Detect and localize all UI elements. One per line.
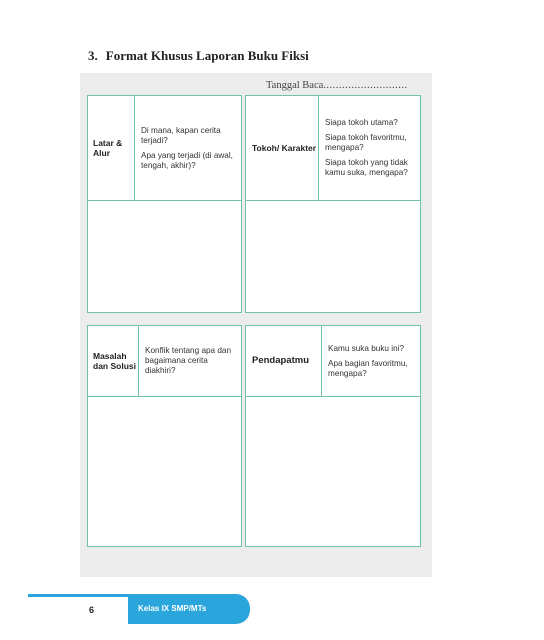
panel-characters (245, 95, 421, 313)
section-title: Format Khusus Laporan Buku Fiksi (105, 48, 309, 63)
panel-header (88, 326, 241, 397)
panel-header (246, 96, 420, 201)
panel-questions (139, 326, 241, 396)
panel-opinion (245, 325, 421, 547)
book-title: Kelas IX SMP/MTs (138, 604, 207, 613)
panel-label (246, 96, 319, 200)
panel-label-text: Masalah dan Solusi (93, 351, 136, 371)
panel-question: Apa bagian favoritmu, mengapa? (328, 358, 408, 378)
panel-question: Konflik tentang apa dan bagaimana cerita diakhiri? (145, 346, 232, 375)
panel-questions (322, 326, 420, 396)
panel-label-text: Latar & Alur (93, 138, 123, 158)
panel-question: Apa yang terjadi (di awal, tengah, akhir)? (141, 150, 233, 170)
panel-label (88, 96, 135, 200)
panel-questions (135, 96, 241, 200)
footer-page-tab (28, 597, 128, 640)
panel-question: Kamu suka buku ini? (328, 343, 405, 353)
reading-date-blank: ........................... (323, 80, 408, 91)
panel-questions (319, 96, 420, 200)
panel-setting-plot (87, 95, 242, 313)
panel-label (88, 326, 139, 396)
panel-problem-solution (87, 325, 242, 547)
panel-question: Siapa tokoh utama? (325, 118, 398, 127)
panel-header (88, 96, 241, 201)
panel-label-text: Tokoh/ Karakter (252, 143, 317, 153)
panel-question: Siapa tokoh favoritmu, mengapa? (325, 133, 407, 152)
section-heading (88, 48, 309, 64)
reading-date-line (266, 80, 408, 91)
panel-label-text: Pendapatmu (252, 355, 310, 366)
reading-date-label: Tanggal Baca (266, 80, 324, 91)
section-number: 3. (88, 48, 98, 63)
panel-label (246, 326, 322, 396)
panel-question: Di mana, kapan cerita terjadi? (141, 125, 221, 145)
page-number: 6 (89, 605, 95, 615)
panel-question: Siapa tokoh yang tidak kamu suka, mengapa? (325, 158, 408, 177)
panel-header (246, 326, 420, 397)
